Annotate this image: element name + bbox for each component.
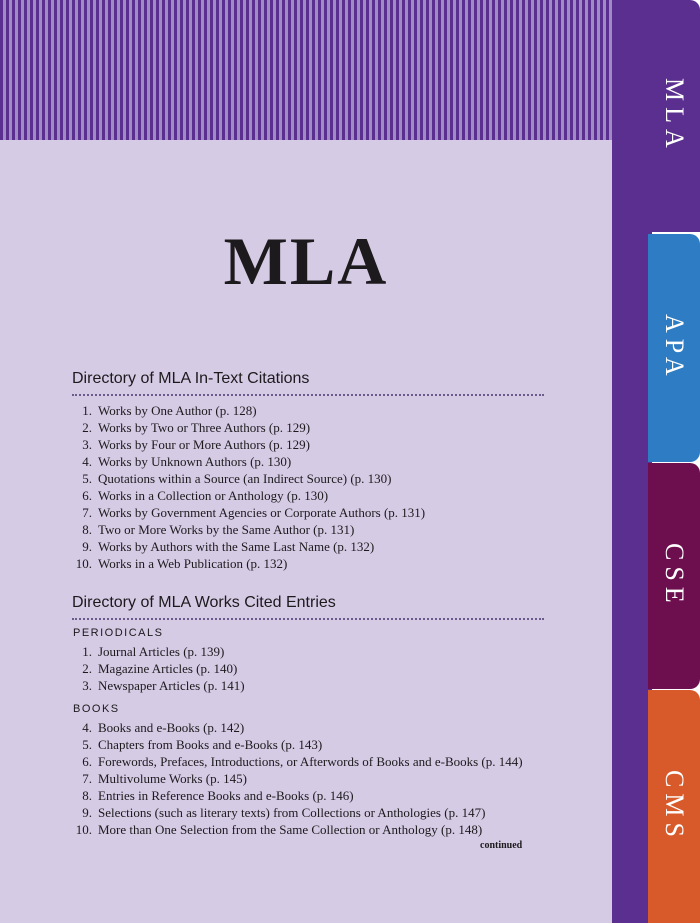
list-item — [72, 753, 523, 770]
list-item — [72, 538, 425, 555]
item-number: 5. — [82, 737, 92, 752]
list-item — [72, 677, 245, 694]
item-number: 7. — [82, 505, 92, 520]
list-item — [72, 402, 425, 419]
tab-mla-label: MLA — [660, 78, 689, 154]
item-text: Works by Authors with the Same Last Name (p. 132) — [98, 539, 375, 554]
books-list — [72, 719, 523, 838]
item-text: Works by Four or More Authors (p. 129) — [98, 437, 310, 452]
decorative-stripe-band — [0, 0, 612, 140]
item-number: 4. — [82, 454, 92, 469]
item-number: 2. — [82, 661, 92, 676]
item-text: Magazine Articles (p. 140) — [98, 661, 238, 676]
item-number: 10. — [75, 822, 92, 837]
list-item — [72, 504, 425, 521]
item-text: Works by One Author (p. 128) — [98, 403, 257, 418]
continued-note: continued — [480, 840, 523, 851]
list-item — [72, 453, 425, 470]
item-text: Entries in Reference Books and e-Books (p. 146) — [98, 788, 354, 803]
item-text: Works in a Collection or Anthology (p. 130) — [98, 488, 329, 503]
item-number: 2. — [82, 420, 92, 435]
tab-cms-label: CMS — [660, 770, 689, 843]
in-text-citations-list — [72, 402, 425, 572]
tab-strip — [612, 0, 652, 923]
item-number: 6. — [82, 488, 92, 503]
list-item — [72, 719, 523, 736]
list-item — [72, 555, 425, 572]
page-title: MLA — [223, 223, 389, 299]
list-item — [72, 660, 245, 677]
tab-cse[interactable] — [648, 463, 700, 689]
list-item — [72, 736, 523, 753]
tab-apa[interactable] — [648, 234, 700, 462]
item-number: 10. — [75, 556, 92, 571]
item-text: Journal Articles (p. 139) — [98, 644, 225, 659]
list-item — [72, 487, 425, 504]
list-item — [72, 419, 425, 436]
item-text: Forewords, Prefaces, Introductions, or Afterwords of Books and e-Books (p. 144) — [98, 754, 523, 769]
item-number: 1. — [82, 644, 92, 659]
list-item — [72, 470, 425, 487]
item-number: 9. — [82, 539, 92, 554]
item-number: 7. — [82, 771, 92, 786]
item-number: 9. — [82, 805, 92, 820]
works-cited-heading: Directory of MLA Works Cited Entries — [72, 594, 544, 620]
item-text: Two or More Works by the Same Author (p. 131) — [98, 522, 355, 537]
item-text: Works by Unknown Authors (p. 130) — [98, 454, 292, 469]
item-number: 1. — [82, 403, 92, 418]
item-number: 3. — [82, 437, 92, 452]
item-number: 6. — [82, 754, 92, 769]
list-item — [72, 436, 425, 453]
item-number: 4. — [82, 720, 92, 735]
periodicals-subheading: PERIODICALS — [73, 627, 164, 639]
list-item — [72, 821, 523, 838]
tab-apa-label: APA — [660, 314, 689, 382]
item-number: 3. — [82, 678, 92, 693]
list-item — [72, 643, 245, 660]
item-text: Works by Government Agencies or Corporate Authors (p. 131) — [98, 505, 426, 520]
item-text: Works by Two or Three Authors (p. 129) — [98, 420, 311, 435]
tab-cms[interactable] — [648, 690, 700, 923]
list-item — [72, 804, 523, 821]
item-text: Quotations within a Source (an Indirect Source) (p. 130) — [98, 471, 392, 486]
item-text: Chapters from Books and e-Books (p. 143) — [98, 737, 323, 752]
list-item — [72, 787, 523, 804]
item-text: Works in a Web Publication (p. 132) — [98, 556, 288, 571]
list-item — [72, 521, 425, 538]
tab-mla[interactable] — [648, 0, 700, 232]
item-text: More than One Selection from the Same Collection or Anthology (p. 148) — [98, 822, 483, 837]
in-text-citations-heading: Directory of MLA In-Text Citations — [72, 370, 544, 396]
list-item — [72, 770, 523, 787]
item-text: Books and e-Books (p. 142) — [98, 720, 245, 735]
item-text: Multivolume Works (p. 145) — [98, 771, 247, 786]
item-number: 8. — [82, 788, 92, 803]
item-number: 8. — [82, 522, 92, 537]
books-subheading: BOOKS — [73, 703, 120, 715]
item-text: Newspaper Articles (p. 141) — [98, 678, 245, 693]
tab-cse-label: CSE — [660, 543, 689, 609]
item-text: Selections (such as literary texts) from Collections or Anthologies (p. 147) — [98, 805, 486, 820]
periodicals-list — [72, 643, 245, 694]
item-number: 5. — [82, 471, 92, 486]
